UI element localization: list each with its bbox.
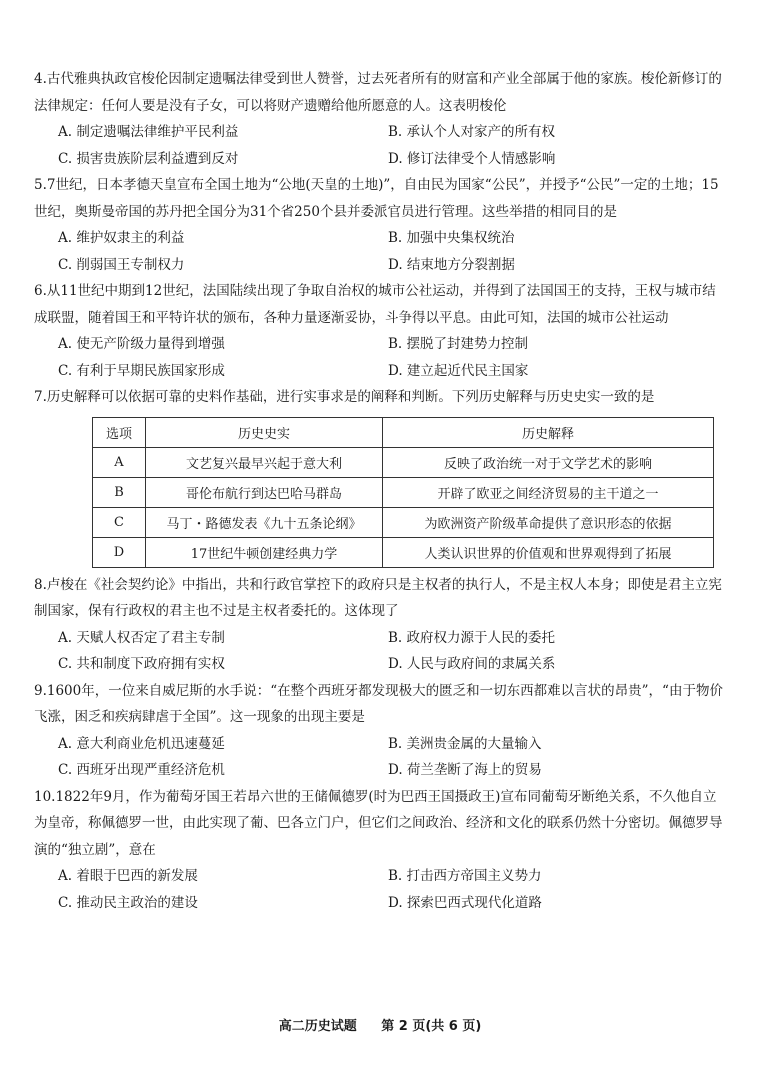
table-row (93, 447, 714, 477)
options (34, 863, 726, 916)
table-cell: C (93, 507, 146, 537)
options (34, 119, 726, 172)
option-d: D. 修订法律受个人情感影响 (388, 150, 556, 167)
table-header: 历史解释 (383, 417, 714, 447)
history-table (92, 417, 714, 568)
option-a: A. 天赋人权否定了君主专制 (58, 629, 225, 646)
question-stem: 7.历史解释可以依据可靠的史料作基础，进行实事求是的阐释和判断。下列历史解释与历史史实一致的是 (34, 389, 655, 405)
options (34, 731, 726, 784)
table-row (93, 537, 714, 567)
table-cell: 哥伦布航行到达巴哈马群岛 (146, 477, 383, 507)
table-cell: 人类认识世界的价值观和世界观得到了拓展 (383, 537, 714, 567)
table-cell: D (93, 537, 146, 567)
question-stem: 8.卢梭在《社会契约论》中指出，共和行政官掌控下的政府只是主权者的执行人，不是主权人本身；即使是君主立宪制国家，保有行政权的君主也不过是主权者委托的。这体现了 (34, 576, 722, 619)
option-d: D. 建立起近代民主国家 (388, 362, 529, 379)
option-a: A. 意大利商业危机迅速蔓延 (58, 735, 225, 752)
option-b: B. 摆脱了封建势力控制 (388, 336, 529, 352)
question-stem: 4.古代雅典执政官梭伦因制定遗嘱法律受到世人赞誉，过去死者所有的财富和产业全部属于他的家族。梭伦新修订的法律规定：任何人要是没有子女，可以将财产遗赠给他所愿意的人。这表明梭伦 (34, 71, 722, 114)
question-stem: 10.1822年9月，作为葡萄牙国王若昂六世的王储佩德罗(时为巴西王国摄政王)宣布同葡萄牙断绝关系，不久他自立为皇帝，称佩德罗一世，由此实现了葡、巴各立门户，但它们之间政治、经济和文化的联系仍然十分密切。佩德罗导演的“独立剧”，意在 (34, 788, 723, 858)
footer-subject: 高二历史试题 (278, 1019, 357, 1034)
option-c: C. 共和制度下政府拥有实权 (58, 656, 225, 672)
option-d: D. 探索巴西式现代化道路 (388, 894, 542, 911)
question-5 (34, 172, 726, 278)
table-header: 历史史实 (146, 417, 383, 447)
table-cell: 文艺复兴最早兴起于意大利 (146, 447, 383, 477)
option-b: B. 政府权力源于人民的委托 (388, 629, 556, 646)
question-10 (34, 784, 726, 917)
table-cell: 17世纪牛顿创建经典力学 (146, 537, 383, 567)
table-cell: A (93, 447, 146, 477)
table-cell: B (93, 477, 146, 507)
option-b: B. 美洲贵金属的大量输入 (388, 735, 542, 752)
option-c: C. 西班牙出现严重经济危机 (58, 762, 225, 778)
option-c: C. 有利于早期民族国家形成 (58, 362, 225, 379)
question-stem: 6.从11世纪中期到12世纪，法国陆续出现了争取自治权的城市公社运动，并得到了法国国王的支持，王权与城市结成联盟，随着国王和平特许状的颁布，各种力量逐渐妥协，斗争得以平息。由此可知，法国的城市公社运动 (34, 283, 716, 326)
option-b: B. 承认个人对家产的所有权 (388, 124, 556, 140)
option-d: D. 荷兰垄断了海上的贸易 (388, 762, 542, 778)
footer-page-number: 第 2 页(共 6 页) (381, 1019, 482, 1034)
option-a: A. 维护奴隶主的利益 (58, 230, 185, 246)
table-row (93, 507, 714, 537)
question-7 (34, 384, 726, 568)
table-cell: 为欧洲资产阶级革命提供了意识形态的依据 (383, 507, 714, 537)
table-cell: 反映了政治统一对于文学艺术的影响 (383, 447, 714, 477)
question-stem: 5.7世纪，日本孝德天皇宣布全国土地为“公地(天皇的土地)”，自由民为国家“公民”，并授予“公民”一定的土地；15世纪，奥斯曼帝国的苏丹把全国分为31个省250个县并委派官员进行管理。这些举措的相同目的是 (34, 177, 719, 220)
option-b: B. 打击西方帝国主义势力 (388, 868, 542, 884)
question-list (34, 66, 726, 916)
options (34, 331, 726, 384)
option-d: D. 结束地方分裂割据 (388, 256, 515, 273)
option-b: B. 加强中央集权统治 (388, 230, 515, 246)
question-4 (34, 66, 726, 172)
option-c: C. 损害贵族阶层利益遭到反对 (58, 150, 239, 167)
options (34, 625, 726, 678)
option-d: D. 人民与政府间的隶属关系 (388, 656, 556, 672)
question-9 (34, 678, 726, 784)
option-c: C. 削弱国王专制权力 (58, 256, 185, 273)
table-header-row (93, 417, 714, 447)
table-cell: 马丁・路德发表《九十五条论纲》 (146, 507, 383, 537)
table-row (93, 477, 714, 507)
option-a: A. 制定遗嘱法律维护平民利益 (58, 124, 239, 140)
table-header: 选项 (93, 417, 146, 447)
option-a: A. 着眼于巴西的新发展 (58, 868, 198, 884)
question-8 (34, 572, 726, 678)
question-6 (34, 278, 726, 384)
options (34, 225, 726, 278)
page-footer (0, 1015, 760, 1034)
table-cell: 开辟了欧亚之间经济贸易的主干道之一 (383, 477, 714, 507)
option-a: A. 使无产阶级力量得到增强 (58, 336, 225, 352)
question-stem: 9.1600年，一位来自威尼斯的水手说：“在整个西班牙都发现极大的匮乏和一切东西都难以言状的昂贵”，“由于物价飞涨，困乏和疾病肆虐于全国”。这一现象的出现主要是 (34, 682, 723, 725)
option-c: C. 推动民主政治的建设 (58, 894, 198, 911)
